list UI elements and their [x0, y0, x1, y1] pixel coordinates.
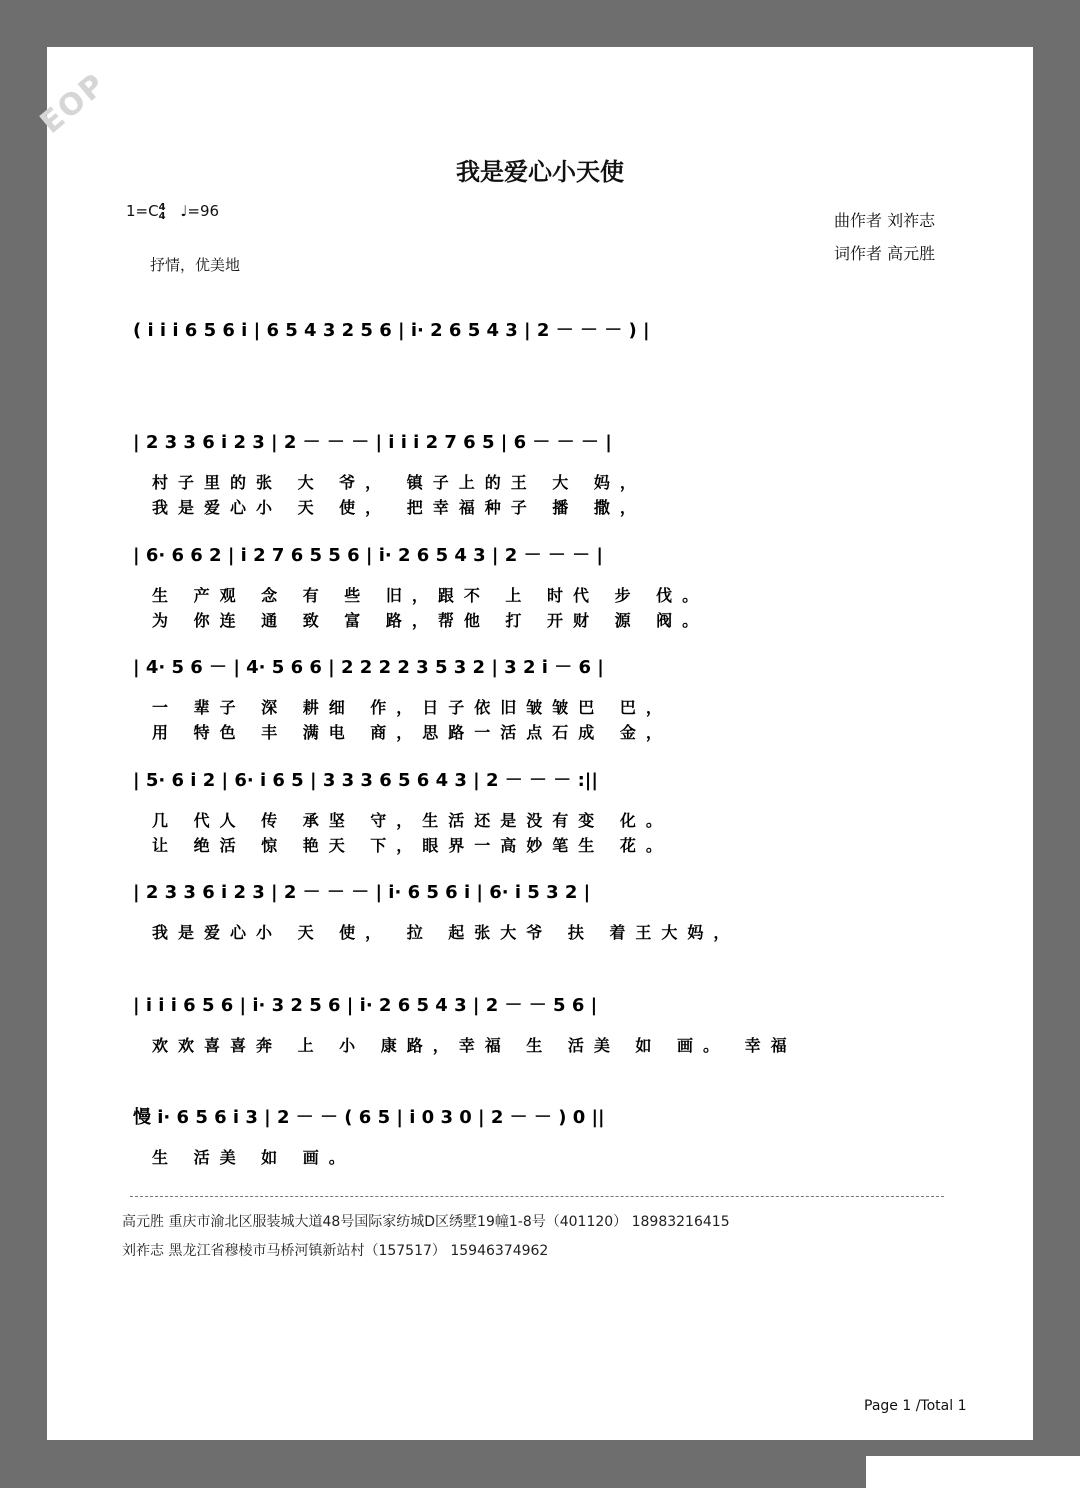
lyric-line: 欢欢喜喜奔 上 小 康路，幸福 生 活美 如 画。 幸福 [152, 1036, 797, 1055]
lyric-line: 村子里的张 大 爷， 镇子上的王 大 妈， [152, 473, 646, 492]
composer-credit: 曲作者 刘祚志 [834, 211, 936, 230]
lyric-line: 生 活美 如 画。 [152, 1148, 355, 1167]
system-row [133, 770, 672, 856]
lyric-line: 生 产观 念 有 些 旧，跟不 上 时代 步 伐。 [152, 586, 709, 605]
notation-line: | 4· 5 6 － | 4· 5 6 6 | 2 2 2 2 3 5 3 2 | 3 2 i － 6 | [133, 657, 604, 678]
score-title: 我是爱心小天使 [456, 158, 624, 186]
notation-line: | 5· 6 i 2 | 6· i 6 5 | 3 3 3 6 5 6 4 3 | 2 － － － :|| [133, 770, 598, 791]
page-number: Page 1 /Total 1 [864, 1398, 967, 1414]
lyric-line: 几 代人 传 承坚 守，生活还是没有变 化。 [152, 811, 672, 830]
lyric-line: 一 辈子 深 耕细 作，日子依旧皱皱巴 巴， [152, 698, 672, 717]
lyric-line: 让 绝活 惊 艳天 下，眼界一高妙笔生 花。 [152, 836, 672, 855]
publisher-watermark: EOP [33, 66, 113, 141]
composer-address: 刘祚志 黑龙江省穆棱市马桥河镇新站村（157517） 15946374962 [122, 1243, 549, 1259]
system-row [133, 882, 739, 943]
notation-line: ( i i i 6 5 6 i | 6 5 4 3 2 5 6 | i· 2 6 5 4 3 | 2 － － － ) | [133, 320, 650, 341]
lyric-line: 用 特色 丰 满电 商，思路一活点石成 金， [152, 723, 672, 742]
notation-line: 慢 i· 6 5 6 i 3 | 2 － － ( 6 5 | i 0 3 0 | 2 － － ) 0 || [133, 1107, 605, 1128]
expression-marking: 抒情，优美地 [150, 256, 241, 274]
footer-divider [130, 1196, 944, 1197]
lyric-line: 我是爱心小 天 使， 把幸福种子 播 撒， [152, 498, 646, 517]
lyric-line: 我是爱心小 天 使， 拉 起张大爷 扶 着王大妈， [152, 923, 740, 942]
notation-line: | i i i 6 5 6 | i· 3 2 5 6 | i· 2 6 5 4 3 | 2 － － 5 6 | [133, 995, 598, 1016]
system-row [133, 657, 672, 743]
system-row [133, 545, 708, 631]
system-row [133, 320, 650, 341]
tempo-marking: =96 [187, 202, 220, 220]
key-signature: 1=C4 4 ♩=96 [126, 201, 220, 222]
lyricist-credit: 词作者 高元胜 [834, 244, 936, 263]
system-row [133, 995, 797, 1056]
notation-line: | 6· 6 6 2 | i 2 7 6 5 5 6 | i· 2 6 5 4 3 | 2 － － － | [133, 545, 603, 566]
lyricist-address: 高元胜 重庆市渝北区服装城大道48号国际家纺城D区绣墅19幢1-8号（401120） 18983216415 [122, 1214, 730, 1230]
system-row [132, 1106, 605, 1167]
lyric-line: 为 你连 通 致 富 路，帮他 打 开财 源 阀。 [152, 611, 709, 630]
notation-line: | 2 3 3 6 i 2 3 | 2 － － － | i i i 2 7 6 5 | 6 － － － | [133, 432, 612, 453]
quarter-note-icon: ♩ [180, 202, 188, 220]
notation-line: | 2 3 3 6 i 2 3 | 2 － － － | i· 6 5 6 i | 6· i 5 3 2 | [133, 882, 591, 903]
system-row [133, 432, 646, 518]
